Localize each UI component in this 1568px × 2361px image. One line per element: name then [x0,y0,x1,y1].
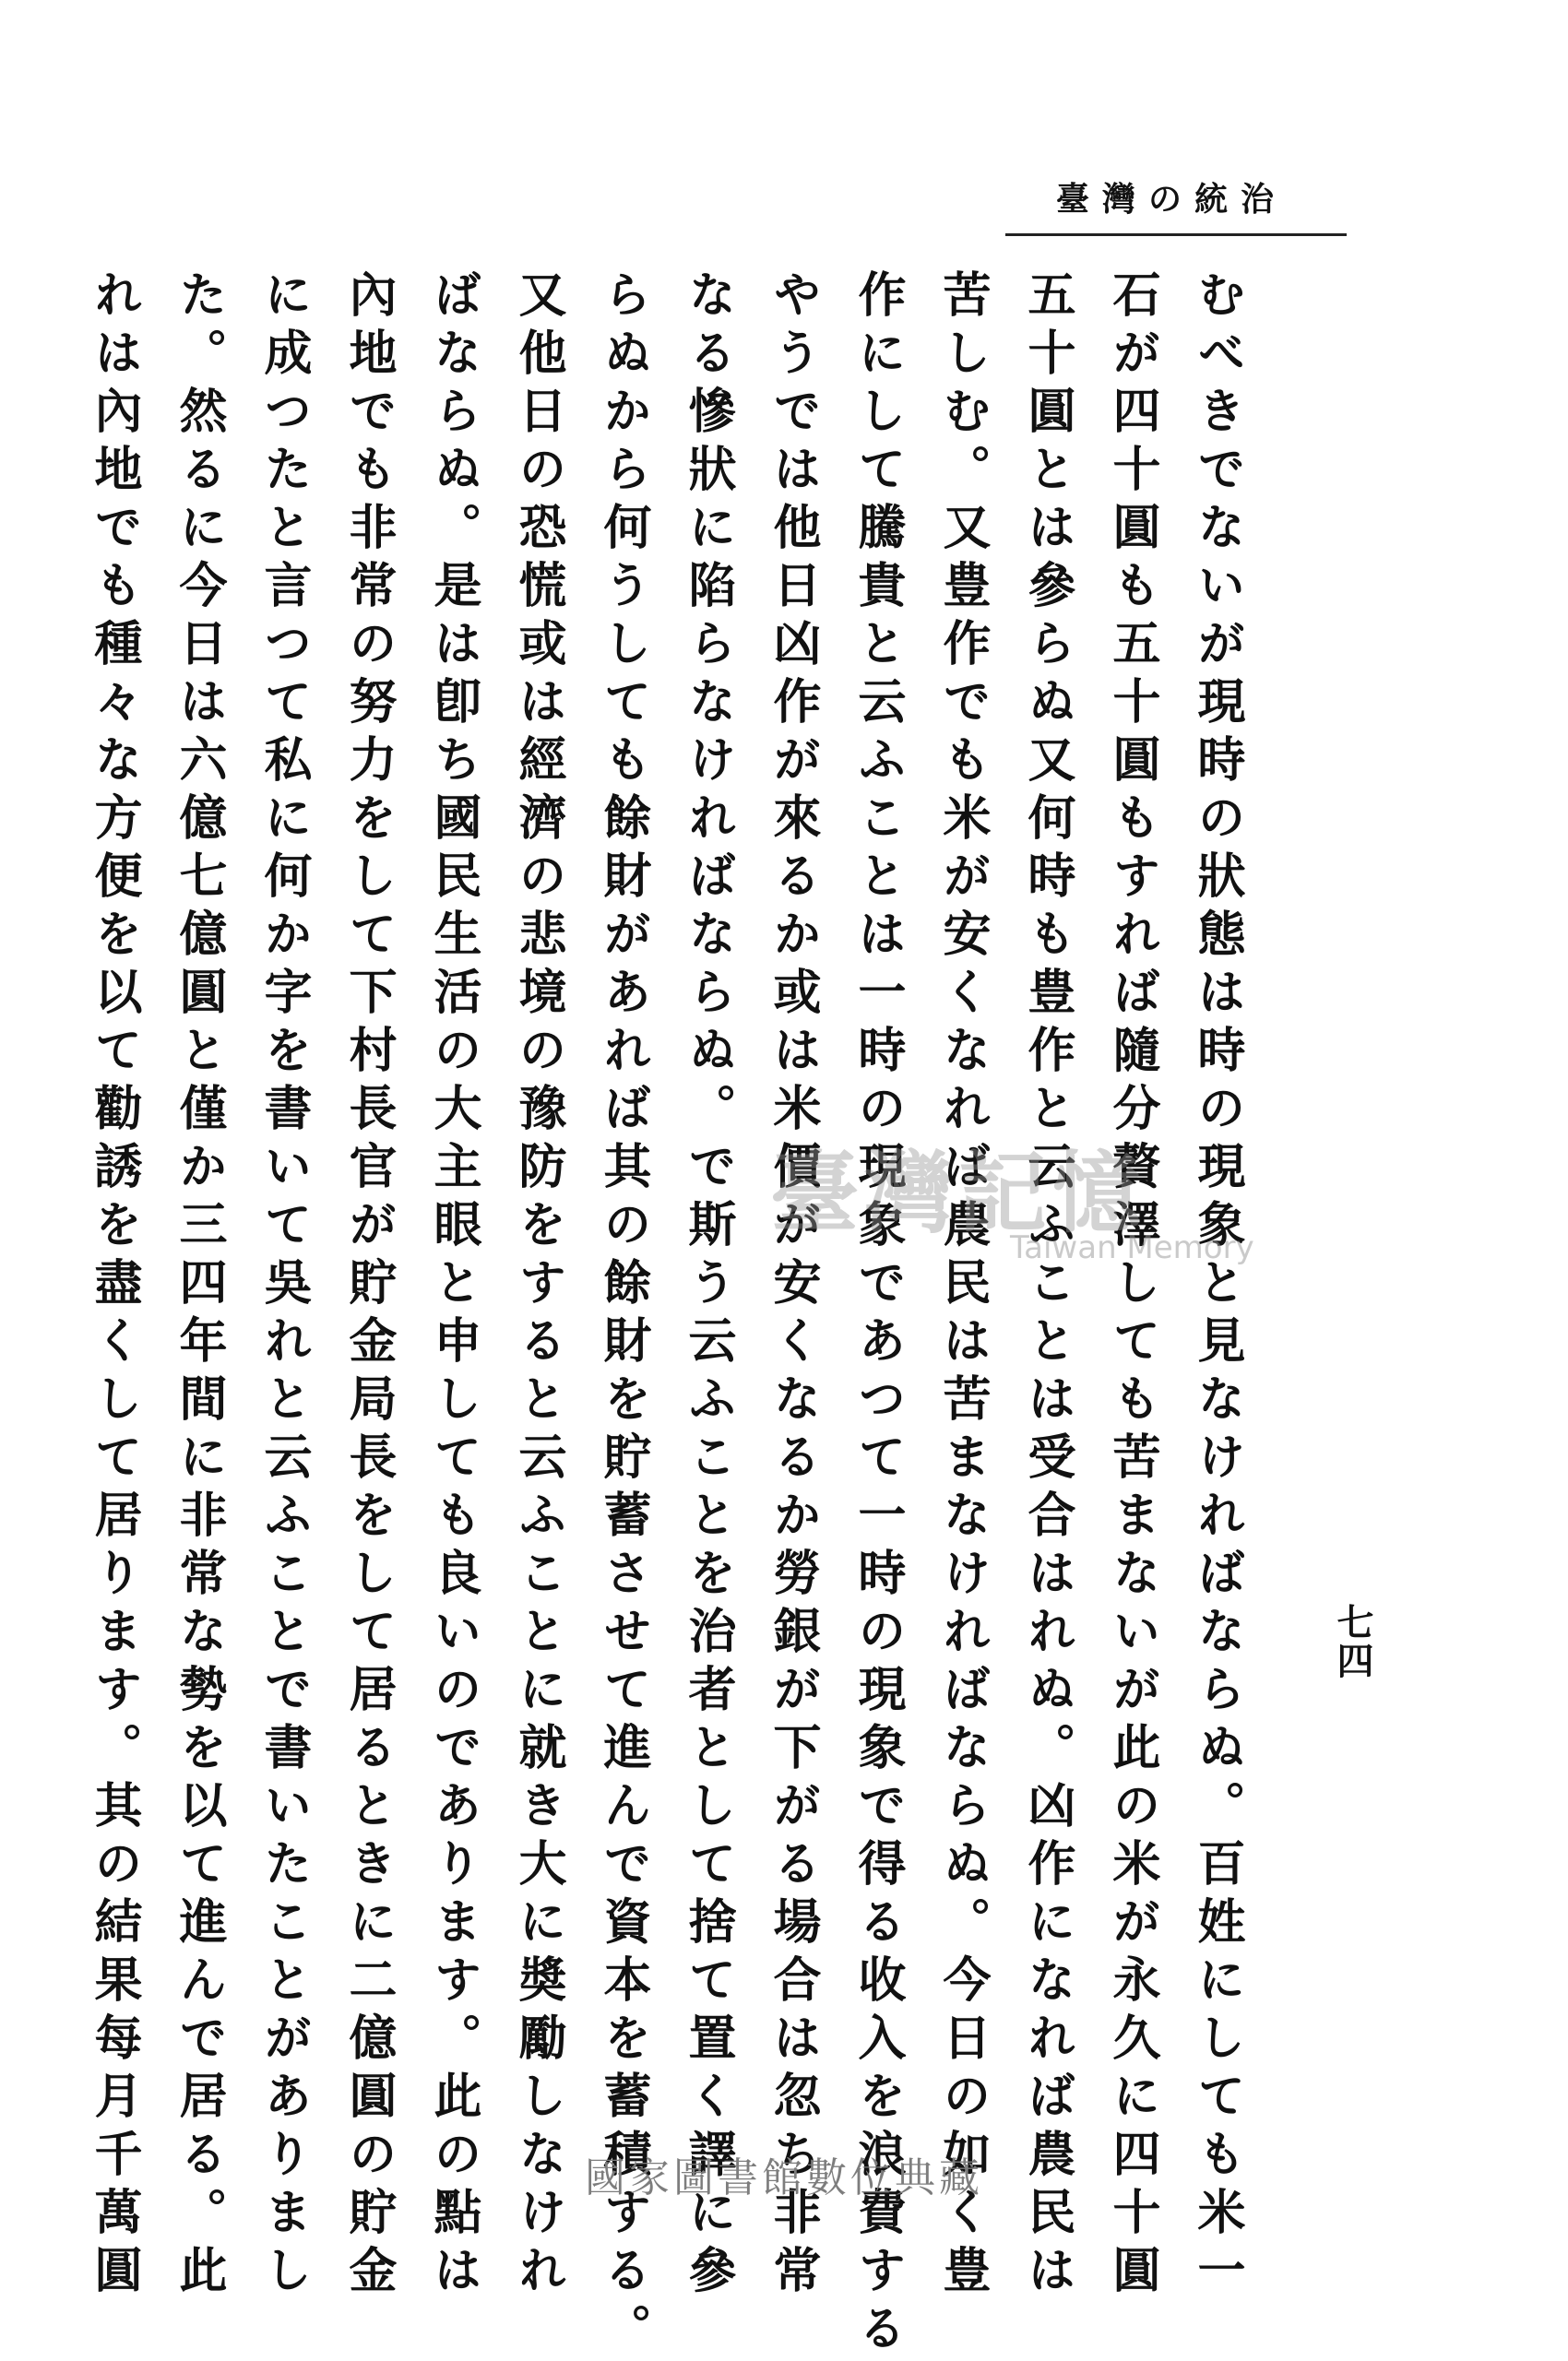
text-column: れは內地でも種々な方便を以て勸誘を盡くして居ります。其の結果每月千萬圓 [86,269,142,2303]
watermark-logo: 臺灣記憶 [770,1141,1146,1245]
text-column: むべきでないが現時の狀態は時の現象と見なければならぬ。百姓にしても米一 [1189,269,1245,2303]
text-column: らぬから何うしても餘財があれば其の餘財を貯蓄させて進んで資本を蓄積する。 [595,269,651,2361]
watermark-subtitle: Taiwan Memory [1010,1229,1254,1266]
text-column: 五十圓とは參らぬ又何時も豊作と云ふことは受合はれぬ。凶作になれば農民は [1019,269,1075,2303]
text-column: 苦しむ。又豊作でも米が安くなれば農民は苦まなければならぬ。今日の如く豊 [934,269,991,2303]
text-column: 石が四十圓も五十圓もすれば隨分贅澤しても苦まないが此の米が永久に四十圓 [1104,269,1160,2303]
running-header-title: 臺灣の統治 [1055,180,1287,219]
text-column: やうでは他日凶作が來るか或は米價が安くなるか勞銀が下がる場合は忽ち非常 [765,269,821,2303]
text-column: 作にして騰貴と云ふことは一時の現象であつて一時の現象で得る收入を浪費する [849,269,906,2361]
page-number: 七四 [1331,1603,1374,1680]
text-column: 又他日の恐慌或は經濟の悲境の豫防をすると云ふことに就き大に奬勵しなけれ [510,269,566,2303]
text-column: に成つたと言つて私に何か字を書いて吳れと云ふことで書いたことがありまし [255,269,312,2303]
text-column: ばならぬ。是は卽ち國民生活の大主眼と申しても良いのであります。此の點は [425,269,481,2303]
header-rule [1005,233,1347,236]
text-column: た。然るに今日は六億七億圓と僅か三四年間に非常な勢を以て進んで居る。此 [171,269,227,2303]
text-column: 內地でも非常の努力をして下村長官が貯金局長をして居るときに二億圓の貯金 [340,269,397,2303]
footer-source-credit: 國家圖書館數位典藏 [585,2154,983,2201]
text-column: なる慘狀に陷らなければならぬ。で斯う云ふことを治者として捨て置く譯に參 [680,269,736,2303]
